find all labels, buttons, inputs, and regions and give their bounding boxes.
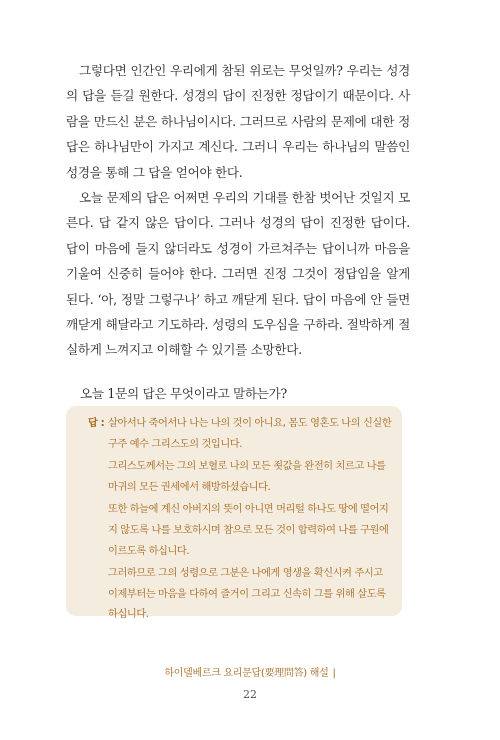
body-text [66, 58, 410, 363]
answer-paragraph-3: 그러하므로 그의 성령으로 그분은 나에게 영생을 확신시켜 주시고 이제부터는 마음을 다하여 즐거이 그리고 신속히 그를 위해 살도록 하십니다. [108, 568, 386, 621]
answer-paragraph-2: 또한 하늘에 계신 아버지의 뜻이 아니면 머리털 하나도 땅에 떨어지지 않도록 나를 보호하시며 참으로 모든 것이 합력하여 나를 구원에 이르도록 하십니다. [108, 504, 389, 557]
answer-lead-text: 살아서나 죽어서나 나는 나의 것이 아니요, 몸도 영혼도 나의 신실한 구주 예수 그리스도의 것입니다. [108, 418, 392, 450]
answer-content [88, 414, 394, 626]
body-paragraph-1: 그렇다면 인간인 우리에게 참된 위로는 무엇일까? 우리는 성경의 답을 듣길 원한다. 성경의 답이 진정한 정답이기 때문이다. 사람을 만드신 분은 하나님이시다. 그러므로 사람의 문제에 대한 정답은 하나님만이 가지고 계신다. 그러니 우리는 하나님의 말씀인 성경을 통해 그 답을 얻어야 한다. [66, 63, 410, 180]
answer-label: 답 : [88, 418, 105, 429]
answer-box [66, 406, 402, 621]
page-number: 22 [243, 688, 257, 701]
running-footer [0, 664, 500, 679]
body-paragraph-2: 오늘 문제의 답은 어쩌면 우리의 기대를 한참 벗어난 것일지 모른다. 답 같지 않은 답이다. 그러나 성경의 답이 진정한 답이다. 답이 마음에 들지 않더라도 성경이 가르쳐주는 답이니까 마음을 기울여 신중히 들어야 한다. 그러면 진정 그것이 정답임을 알게 된다. ‘아, 정말 그렇구나’ 하고 깨닫게 된다. 답이 마음에 안 들면 깨닫게 해달라고 기도하라. 성령의 도우심을 구하라. 절박하게 절실하게 느껴지고 이해할 수 있기를 소망한다. [66, 190, 410, 358]
footer-book-title: 하이델베르크 요리문답(要理問答) 해설 [164, 668, 329, 679]
answer-paragraph-1: 그리스도께서는 그의 보혈로 나의 모든 죗값을 완전히 치르고 나를 마귀의 모든 권세에서 해방하셨습니다. [108, 461, 386, 493]
footer-separator: | [332, 668, 336, 679]
question-heading: 오늘 1문의 답은 무엇이라고 말하는가? [80, 386, 287, 401]
answer-lead-row [88, 414, 394, 455]
